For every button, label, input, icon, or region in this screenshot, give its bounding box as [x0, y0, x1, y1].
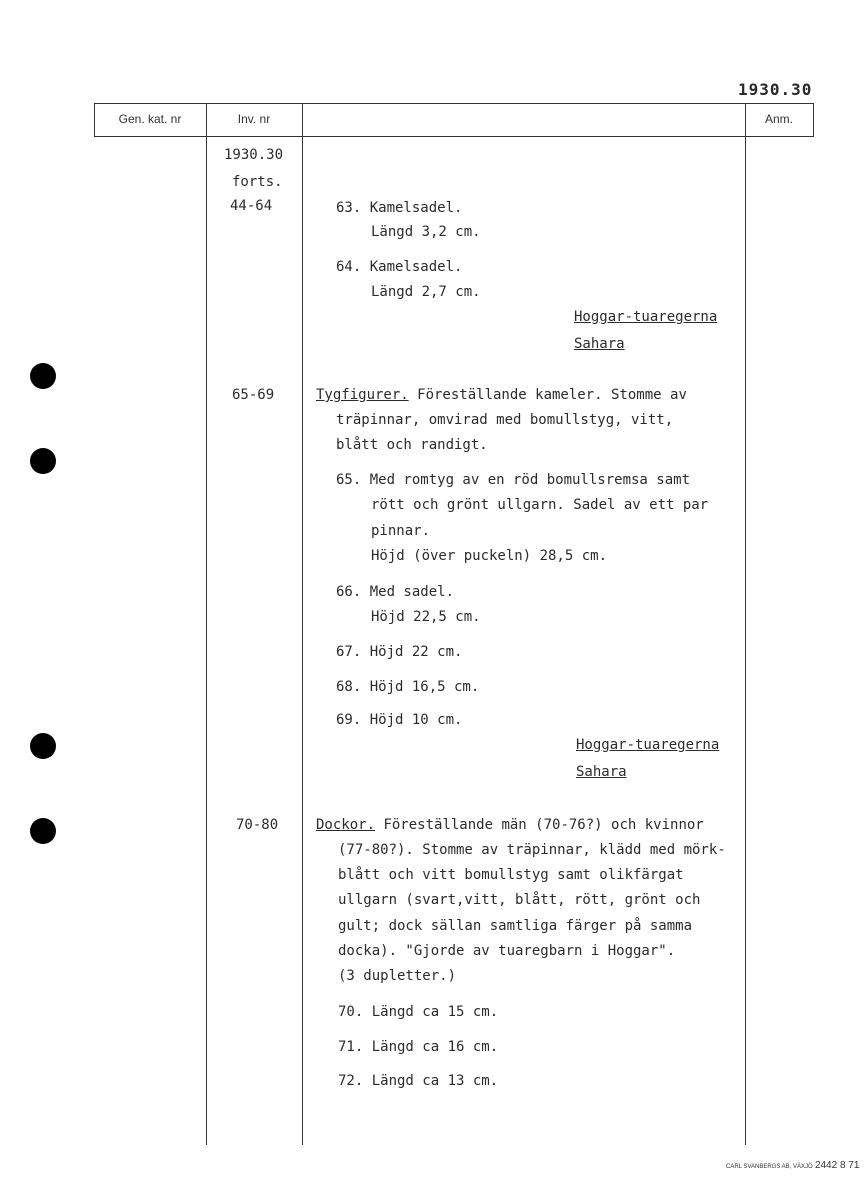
- tygfigurer-line-2: träpinnar, omvirad med bomullstyg, vitt,: [336, 412, 674, 428]
- tygfigurer-line-1: [316, 386, 687, 404]
- table-right-border: [813, 103, 814, 137]
- dockor-line-5: gult; dock sällan samtliga färger på samma: [338, 918, 693, 934]
- inv-year: 1930.30: [224, 147, 284, 163]
- page-number: 1930.30: [738, 80, 813, 99]
- punch-hole-2: [30, 448, 56, 474]
- tygfigurer-line-1-rest: Föreställande kameler. Stomme av: [408, 387, 687, 403]
- entry-66-line-1: 66. Med sadel.: [336, 584, 455, 600]
- punch-hole-3: [30, 733, 56, 759]
- origin-2-line-2: Sahara: [576, 764, 627, 780]
- punch-hole-4: [30, 818, 56, 844]
- entry-63-title: 63. Kamelsadel.: [336, 200, 463, 216]
- dockor-line-7: (3 dupletter.): [338, 968, 457, 984]
- entry-71: 71. Längd ca 16 cm.: [338, 1039, 499, 1055]
- tygfigurer-line-3: blått och randigt.: [336, 437, 488, 453]
- entry-65-line-1: 65. Med romtyg av en röd bomullsremsa samt: [336, 472, 691, 488]
- dockor-heading: Dockor.: [316, 817, 376, 833]
- header-gen-kat-nr: Gen. kat. nr: [118, 112, 182, 126]
- dockor-line-3: blått och vitt bomullstyg samt olikfärgat: [338, 867, 684, 883]
- entry-66-line-2: Höjd 22,5 cm.: [371, 609, 481, 625]
- column-divider-2: [302, 103, 303, 1145]
- entry-65-line-2: rött och grönt ullgarn. Sadel av ett par: [371, 497, 709, 513]
- entry-72: 72. Längd ca 13 cm.: [338, 1073, 499, 1089]
- entry-69: 69. Höjd 10 cm.: [336, 712, 463, 728]
- entry-64-title: 64. Kamelsadel.: [336, 259, 463, 275]
- column-divider-1: [206, 103, 207, 1145]
- dockor-line-6: docka). "Gjorde av tuaregbarn i Hoggar".: [338, 943, 676, 959]
- table-top-border: [94, 103, 814, 104]
- inv-range-44-64: 44-64: [230, 198, 273, 214]
- printer-name: CARL SVANBERGS AB, VÄXJÖ: [726, 1164, 813, 1170]
- entry-68: 68. Höjd 16,5 cm.: [336, 679, 480, 695]
- column-divider-3: [745, 103, 746, 1145]
- inv-range-70-80: 70-80: [236, 817, 279, 833]
- dockor-line-2: (77-80?). Stomme av träpinnar, klädd med mörk-: [338, 842, 726, 858]
- tygfigurer-heading: Tygfigurer.: [316, 387, 409, 403]
- entry-64-length: Längd 2,7 cm.: [371, 284, 481, 300]
- printer-footer: [726, 1160, 859, 1171]
- origin-1-line-1: Hoggar-tuaregerna: [574, 309, 718, 325]
- inv-forts: forts.: [232, 174, 283, 190]
- entry-63-length: Längd 3,2 cm.: [371, 224, 481, 240]
- dockor-line-1: [316, 816, 704, 834]
- origin-1-line-2: Sahara: [574, 336, 625, 352]
- entry-65-line-4: Höjd (över puckeln) 28,5 cm.: [371, 548, 608, 564]
- form-code: 2442 8 71: [814, 1160, 860, 1171]
- entry-70: 70. Längd ca 15 cm.: [338, 1004, 499, 1020]
- inv-range-65-69: 65-69: [232, 387, 275, 403]
- dockor-line-4: ullgarn (svart,vitt, blått, rött, grönt och: [338, 892, 701, 908]
- header-inv-nr: Inv. nr: [237, 112, 271, 126]
- entry-65-line-3: pinnar.: [371, 523, 431, 539]
- dockor-line-1-rest: Föreställande män (70-76?) och kvinnor: [375, 817, 704, 833]
- entry-67: 67. Höjd 22 cm.: [336, 644, 463, 660]
- origin-2-line-1: Hoggar-tuaregerna: [576, 737, 720, 753]
- header-anm: Anm.: [764, 112, 793, 126]
- punch-hole-1: [30, 363, 56, 389]
- header-bottom-border: [94, 136, 814, 137]
